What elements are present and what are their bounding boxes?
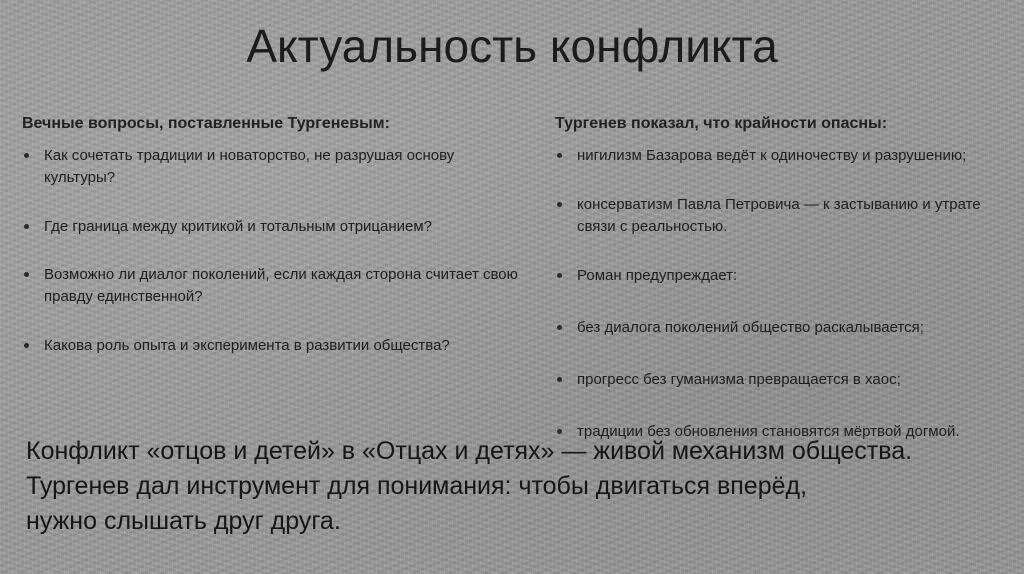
conclusion-line: нужно слышать друг друга. — [26, 507, 341, 535]
list-item-text: традиции без обновления становятся мёртвой догмой. — [577, 423, 960, 440]
bullet-icon — [557, 202, 562, 207]
list-item-text: прогресс без гуманизма превращается в хаос; — [577, 371, 901, 388]
bullet-icon — [557, 325, 562, 330]
bullet-icon — [557, 153, 562, 158]
list-item — [555, 265, 1010, 287]
bullet-icon — [557, 273, 562, 278]
eternal-questions-column — [22, 114, 518, 384]
list-item — [22, 145, 518, 189]
eternal-questions-heading: Вечные вопросы, поставленные Тургеневым: — [22, 115, 390, 132]
conclusion-text — [26, 434, 1016, 539]
bullet-icon — [24, 272, 29, 277]
list-item-text: консерватизм Павла Петровича — к застыванию и утрате связи с реальностью. — [577, 196, 981, 235]
extremes-column — [555, 114, 1010, 470]
list-item-text: Какова роль опыта и эксперимента в развитии общества? — [44, 337, 450, 354]
conclusion-line: Конфликт «отцов и детей» в «Отцах и детях» — живой механизм общества. — [26, 437, 913, 465]
list-item — [22, 335, 518, 357]
conclusion-line: Тургенев дал инструмент для понимания: чтобы двигаться вперёд, — [26, 472, 808, 500]
bullet-icon — [557, 377, 562, 382]
list-item — [22, 216, 518, 238]
eternal-questions-list — [22, 145, 518, 357]
bullet-icon — [24, 343, 29, 348]
list-item-text: Возможно ли диалог поколений, если каждая сторона считает свою правду единственной? — [44, 266, 518, 305]
list-item-text: Роман предупреждает: — [577, 267, 738, 284]
extremes-list — [555, 145, 1010, 443]
slide-title: Актуальность конфликта — [246, 20, 778, 72]
bullet-icon — [24, 153, 29, 158]
list-item-text: без диалога поколений общество раскалывается; — [577, 319, 924, 336]
bullet-icon — [24, 224, 29, 229]
list-item — [555, 145, 1010, 167]
list-item-text: Как сочетать традиции и новаторство, не разрушая основу культуры? — [44, 147, 455, 186]
list-item — [555, 369, 1010, 391]
list-item-text: нигилизм Базарова ведёт к одиночеству и разрушению; — [577, 147, 967, 164]
list-item — [22, 264, 518, 308]
extremes-heading: Тургенев показал, что крайности опасны: — [555, 115, 888, 132]
list-item-text: Где граница между критикой и тотальным отрицанием? — [44, 218, 433, 235]
list-item — [555, 194, 1010, 238]
list-item — [555, 317, 1010, 339]
